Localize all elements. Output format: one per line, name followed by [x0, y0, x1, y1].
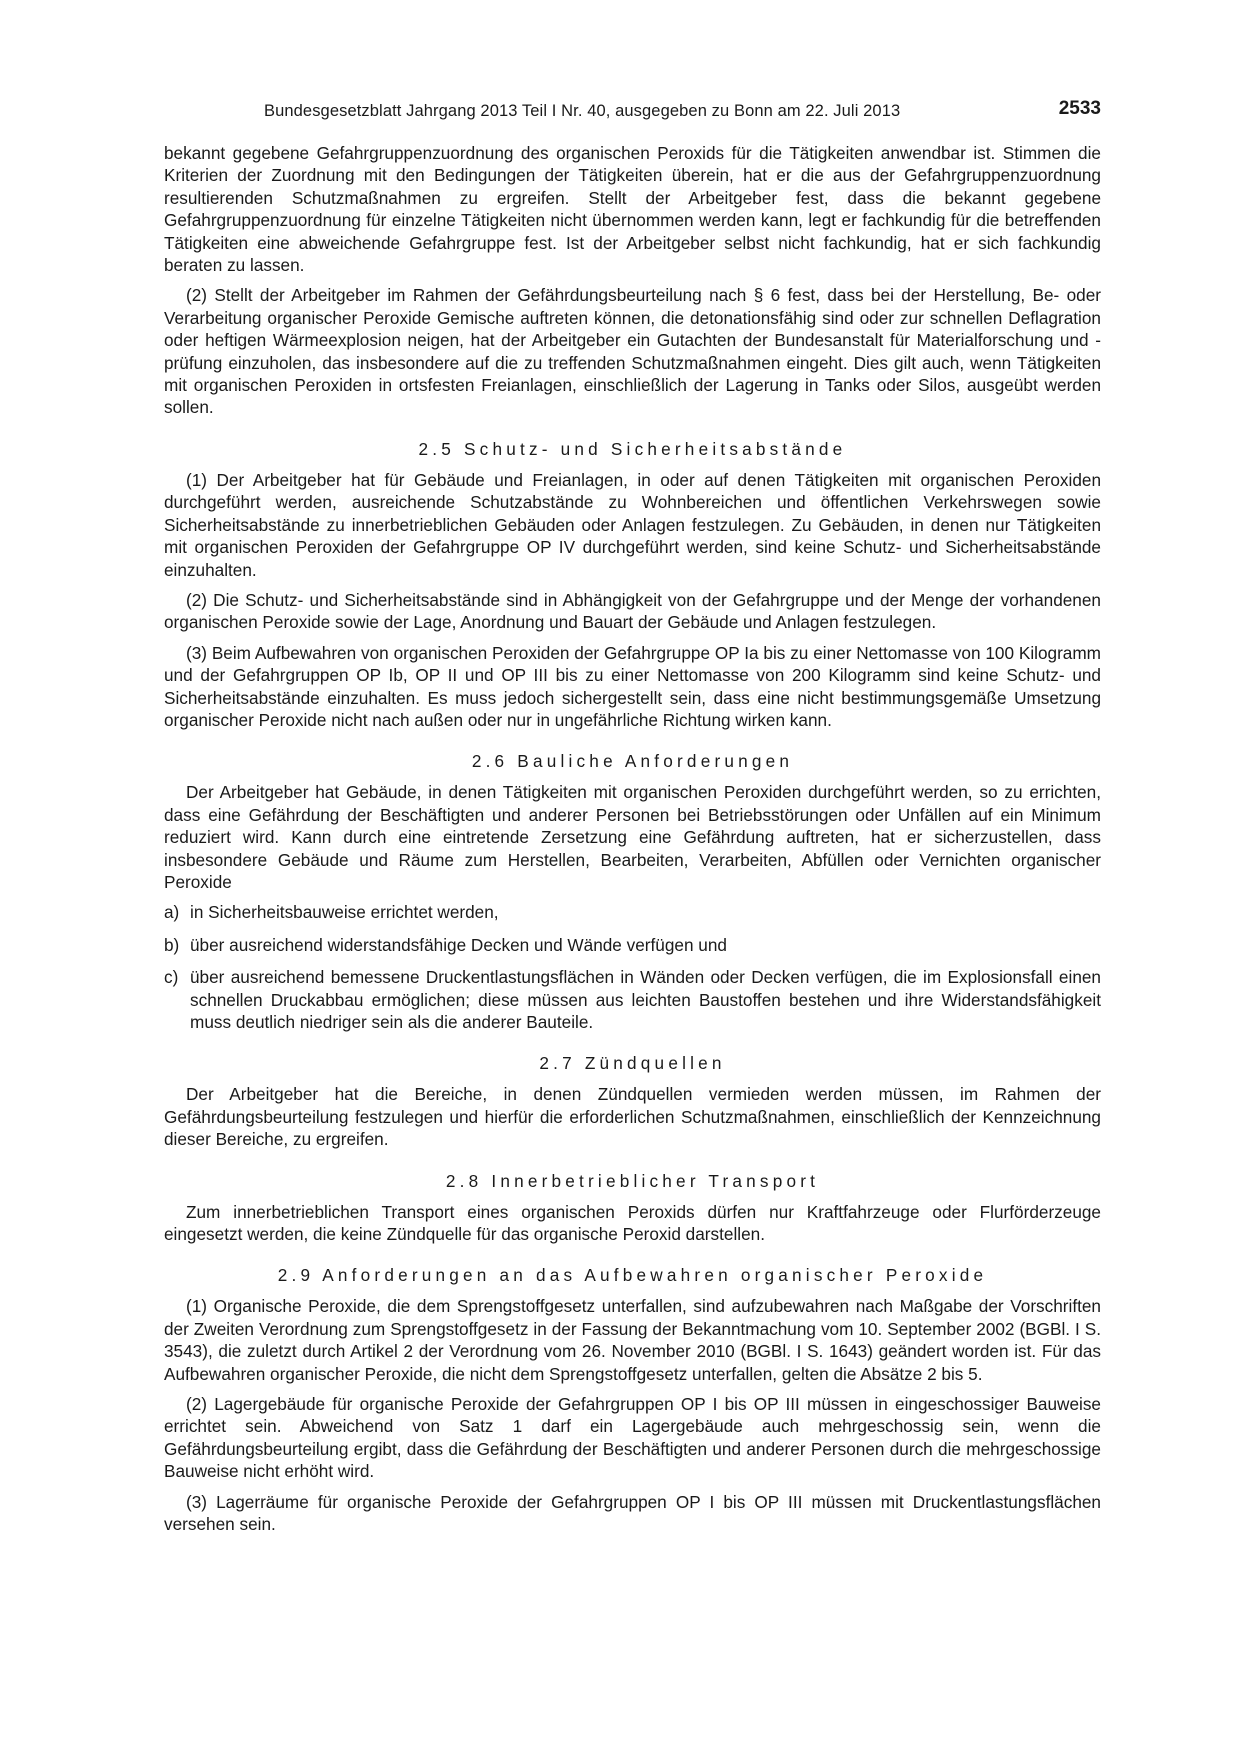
paragraph: (1) Organische Peroxide, die dem Sprengstoffgesetz unterfallen, sind aufzubewahren nach Maßgabe der Vorschriften der Zweiten Verordnung zum Sprengstoffgesetz in der Fassung der Bekanntmachung vom 10. September 2002 (BGBl. I S. 3543), die zuletzt durch Artikel 2 der Verordnung vom 26. November 2010 (BGBl. I S. 1643) geändert worden ist. Für das Aufbewahren organischer Peroxide, die nicht dem Sprengstoffgesetz unterfallen, gelten die Absätze 2 bis 5.	[164, 1296, 1101, 1384]
paragraph: (3) Lagerräume für organische Peroxide der Gefahrgruppen OP I bis OP III müssen mit Druckentlastungsflächen versehen sein.	[164, 1491, 1101, 1535]
paragraph: Der Arbeitgeber hat die Bereiche, in denen Zündquellen vermieden werden müssen, im Rahmen der Gefährdungsbeurteilung festzulegen und hierfür die erforderlichen Schutzmaßnahmen, einschließlich der Kennzeichnung dieser Bereiche, zu ergreifen.	[164, 1084, 1101, 1150]
list-marker: b)	[164, 934, 180, 955]
paragraph: Der Arbeitgeber hat Gebäude, in denen Tätigkeiten mit organischen Peroxiden durchgeführt werden, so zu errichten, dass eine Gefährdung der Beschäftigten und anderer Personen bei Betriebsstörungen oder Unfällen auf ein Minimum reduziert wird. Kann durch eine eintretende Zersetzung eine Gefährdung auftreten, hat er sicherzustellen, dass insbesondere Gebäude und Räume zum Herstellen, Bearbeiten, Verarbeiten, Abfüllen oder Vernichten organischer Peroxide	[164, 782, 1101, 892]
paragraph: (2) Die Schutz- und Sicherheitsabstände sind in Abhängigkeit von der Gefahrgruppe und der Menge der vorhandenen organischen Peroxide sowie der Lage, Anordnung und Bauart der Gebäude und Anlagen festzulegen.	[164, 589, 1101, 633]
page-header	[164, 98, 1101, 124]
list-item	[164, 934, 1101, 956]
document-page	[164, 98, 1101, 1544]
gazette-title: Bundesgesetzblatt Jahrgang 2013 Teil I Nr. 40, ausgegeben zu Bonn am 22. Juli 2013	[264, 102, 901, 120]
paragraph: (1) Der Arbeitgeber hat für Gebäude und Freianlagen, in oder auf denen Tätigkeiten mit organischen Peroxiden durchgeführt werden, ausreichende Schutzabstände zu Wohnbereichen und öffentlichen Verkehrswegen sowie Sicherheitsabstände zu innerbetrieblichen Gebäuden oder Anlagen festzulegen. Zu Gebäuden, in denen nur Tätigkeiten mit organischen Peroxiden der Gefahrgruppe OP IV durchgeführt werden, sind keine Schutz- und Sicherheitsabstände einzuhalten.	[164, 469, 1101, 580]
paragraph: bekannt gegebene Gefahrgruppenzuordnung des organischen Peroxids für die Tätigkeiten anwendbar ist. Stimmen die Kriterien der Zuordnung mit den Bedingungen der Tätigkeiten überein, hat er die aus der Gefahrgruppenzuordnung resultierenden Schutzmaßnahmen zu ergreifen. Stellt der Arbeitgeber fest, dass die bekannt gegebene Gefahrgruppenzuordnung für einzelne Tätigkeiten nicht übernommen werden kann, legt er fachkundig für die betreffenden Tätigkeiten eine abweichende Gefahrgruppe fest. Ist der Arbeitgeber selbst nicht fachkundig, hat er sich fachkundig beraten zu lassen.	[164, 143, 1101, 276]
list-item-text: über ausreichend widerstandsfähige Decken und Wände verfügen und	[190, 934, 727, 955]
list-item	[164, 966, 1101, 1033]
list-marker: c)	[164, 967, 179, 988]
section-heading-2-6: 2.6 Bauliche Anforderungen	[471, 751, 794, 772]
page-number: 2533	[1058, 98, 1101, 119]
section-heading-2-5: 2.5 Schutz- und Sicherheitsabstände	[418, 438, 847, 459]
list-marker: a)	[164, 902, 180, 923]
list-item	[164, 901, 1101, 923]
section-heading-2-8: 2.8 Innerbetrieblicher Transport	[445, 1170, 820, 1191]
section-heading-2-7: 2.7 Zündquellen	[539, 1053, 726, 1074]
list-item-text: über ausreichend bemessene Druckentlastungsflächen in Wänden oder Decken verfügen, die im Explosionsfall einen schnellen Druckabbau ermöglichen; diese müssen aus leichten Baustoffen bestehen und ihre Widerstandsfähigkeit muss deutlich niedriger sein als die anderer Bauteile.	[190, 967, 1101, 1032]
paragraph: (2) Stellt der Arbeitgeber im Rahmen der Gefährdungsbeurteilung nach § 6 fest, dass bei der Herstellung, Be- oder Verarbeitung organischer Peroxide Gemische auftreten können, die detonationsfähig sind oder zur schnellen Deflagration oder heftigen Wärmeexplosion neigen, hat der Arbeitgeber ein Gutachten der Bundesanstalt für Materialforschung und -prüfung einzuholen, das insbesondere auf die zu treffenden Schutzmaßnahmen eingeht. Dies gilt auch, wenn Tätigkeiten mit organischen Peroxiden in ortsfesten Freianlagen, einschließlich der Lagerung in Tanks oder Silos, ausgeübt werden sollen.	[164, 285, 1101, 418]
paragraph: (2) Lagergebäude für organische Peroxide der Gefahrgruppen OP I bis OP III müssen in eingeschossiger Bauweise errichtet sein. Abweichend von Satz 1 darf ein Lagergebäude auch mehrgeschossig sein, wenn die Gefährdungsbeurteilung ergibt, dass die Gefährdung der Beschäftigten und anderer Personen durch die mehrgeschossige Bauweise nicht erhöht wird.	[164, 1394, 1101, 1482]
list-item-text: in Sicherheitsbauweise errichtet werden,	[190, 902, 499, 923]
requirements-list	[164, 901, 1101, 1033]
paragraph: (3) Beim Aufbewahren von organischen Peroxiden der Gefahrgruppe OP Ia bis zu einer Nettomasse von 100 Kilogramm und der Gefahrgruppen OP Ib, OP II und OP III bis zu einer Nettomasse von 200 Kilogramm sind keine Schutz- und Sicherheitsabstände einzuhalten. Es muss jedoch sichergestellt sein, dass eine nicht bestimmungsgemäße Umsetzung organischer Peroxide nicht nach außen oder nur in ungefährliche Richtung wirken kann.	[164, 642, 1101, 730]
paragraph: Zum innerbetrieblichen Transport eines organischen Peroxids dürfen nur Kraftfahrzeuge oder Flurförderzeuge eingesetzt werden, die keine Zündquelle für das organische Peroxid darstellen.	[164, 1201, 1101, 1245]
section-heading-2-9: 2.9 Anforderungen an das Aufbewahren organischer Peroxide	[277, 1265, 988, 1286]
